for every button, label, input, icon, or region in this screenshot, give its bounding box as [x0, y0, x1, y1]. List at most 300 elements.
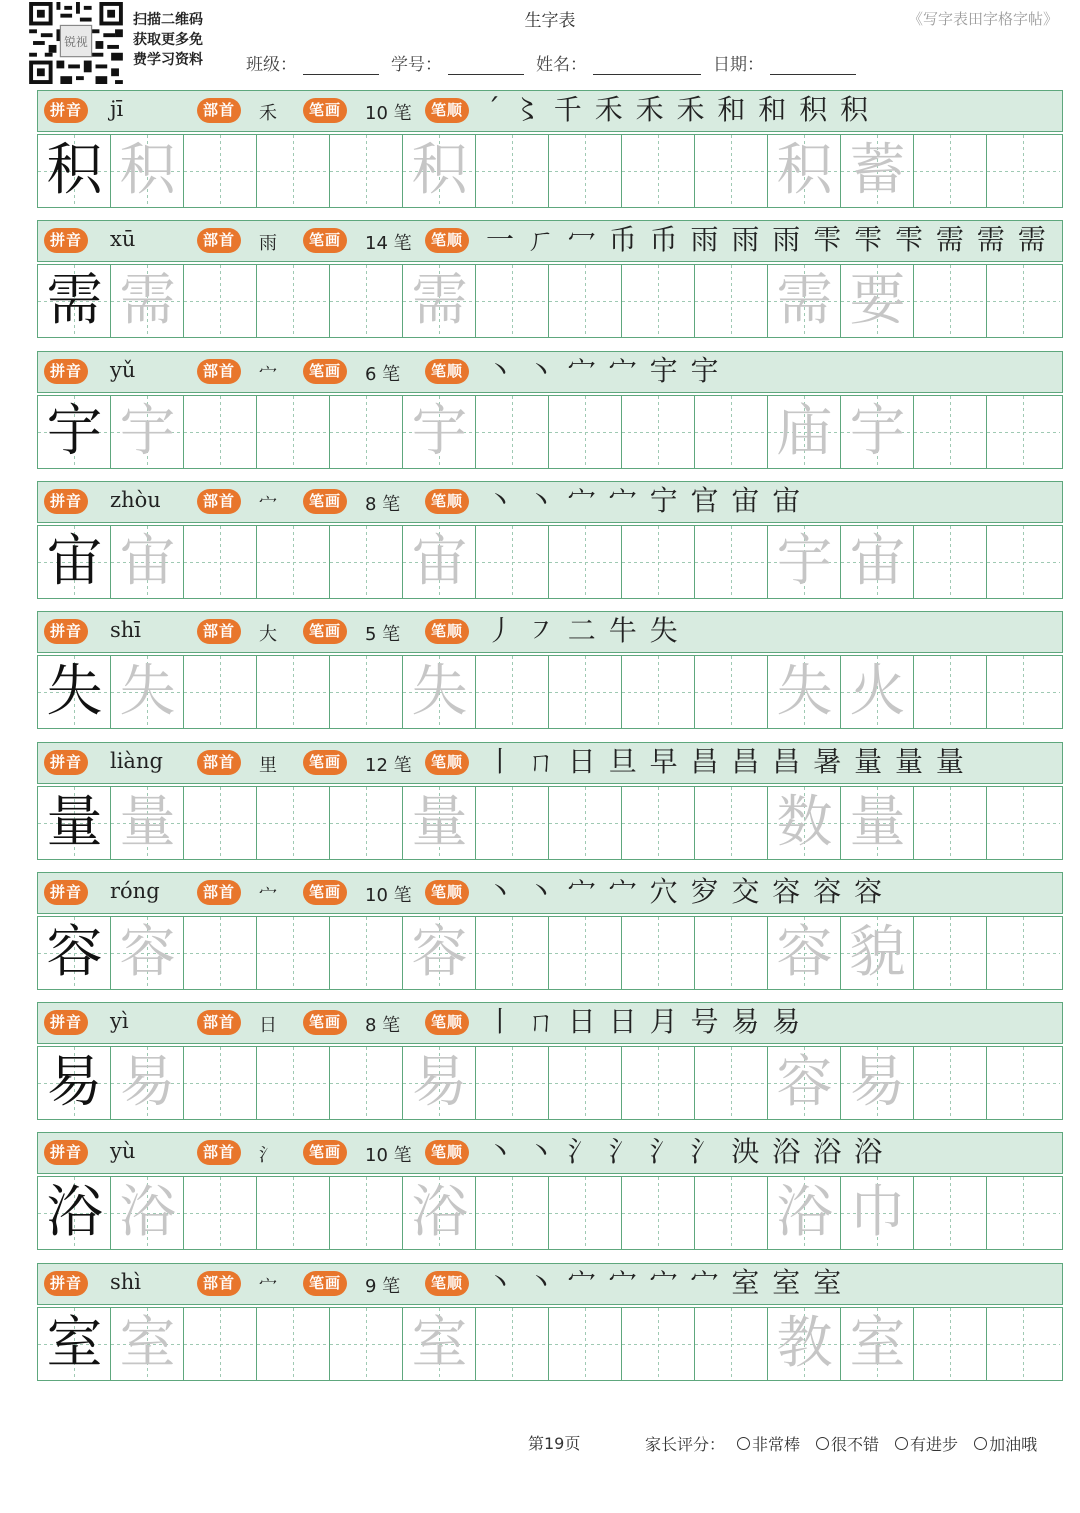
tian-grid-cell[interactable]: [403, 526, 476, 598]
model-character: 易: [46, 1050, 103, 1115]
radical-tag: 部首: [197, 228, 241, 253]
trace-character: 易: [411, 1050, 468, 1115]
tian-grid-cell[interactable]: [987, 1177, 1060, 1249]
word-character: 宇: [849, 399, 906, 464]
parent-rating: [645, 1432, 1037, 1455]
tian-grid-cell[interactable]: [549, 787, 622, 859]
pinyin-tag: 拼音: [44, 619, 88, 644]
stroke-order-text: 丿 ㇇ 二 牛 失: [486, 614, 680, 647]
tian-grid-cell[interactable]: [768, 656, 841, 728]
word-character: 要: [849, 268, 906, 333]
tian-grid-cell[interactable]: [111, 526, 184, 598]
tian-grid-cell[interactable]: [111, 265, 184, 337]
tian-grid-cell[interactable]: [38, 1177, 111, 1249]
pinyin-text: zhòu: [110, 488, 161, 512]
tian-grid-cell[interactable]: [768, 135, 841, 207]
tian-grid-cell[interactable]: [914, 787, 987, 859]
trace-character: 积: [119, 138, 176, 203]
model-character: 宇: [46, 399, 103, 464]
date-blank[interactable]: [770, 56, 856, 75]
tian-grid-cell[interactable]: [184, 396, 257, 468]
tian-grid-cell[interactable]: [914, 917, 987, 989]
stroke-order-tag: 笔顺: [425, 750, 469, 775]
class-field[interactable]: [246, 50, 379, 75]
brand-title: 《写字表田字格字帖》: [907, 10, 1058, 28]
tian-grid-cell[interactable]: [914, 1047, 987, 1119]
tian-grid-cell[interactable]: [476, 917, 549, 989]
stroke-count-tag: 笔画: [303, 228, 347, 253]
tian-grid-cell[interactable]: [622, 265, 695, 337]
writing-grid: [37, 786, 1063, 860]
tian-grid-cell[interactable]: [841, 917, 914, 989]
tian-grid-cell[interactable]: [403, 265, 476, 337]
tian-grid-cell[interactable]: [403, 396, 476, 468]
word-character: 失: [776, 659, 833, 724]
tian-grid-cell[interactable]: [987, 135, 1060, 207]
radical-text: 宀: [259, 885, 277, 906]
character-info-bar: [37, 1132, 1063, 1174]
tian-grid-cell[interactable]: [257, 917, 330, 989]
pinyin-text: yì: [110, 1009, 129, 1033]
pinyin-text: liàng: [110, 749, 163, 773]
character-section: [37, 481, 1063, 601]
pinyin-tag: 拼音: [44, 228, 88, 253]
tian-grid-cell[interactable]: [695, 1177, 768, 1249]
radio-circle-icon[interactable]: [816, 1437, 829, 1450]
word-character: 室: [849, 1311, 906, 1376]
tian-grid-cell[interactable]: [914, 265, 987, 337]
stroke-count-text: 5 笔: [365, 624, 401, 645]
tian-grid-cell[interactable]: [841, 526, 914, 598]
radical-text: 雨: [259, 233, 277, 254]
word-character: 教: [776, 1311, 833, 1376]
word-character: 积: [776, 138, 833, 203]
trace-character: 浴: [411, 1180, 468, 1245]
writing-grid: [37, 916, 1063, 990]
writing-grid: [37, 264, 1063, 338]
tian-grid-cell[interactable]: [330, 265, 403, 337]
word-character: 貌: [849, 920, 906, 985]
student-number-field[interactable]: [391, 50, 524, 75]
stroke-order-tag: 笔顺: [425, 98, 469, 123]
tian-grid-cell[interactable]: [38, 1308, 111, 1380]
tian-grid-cell[interactable]: [38, 135, 111, 207]
word-character: 宙: [849, 529, 906, 594]
tian-grid-cell[interactable]: [841, 787, 914, 859]
page-title: 生字表: [524, 11, 576, 31]
tian-grid-cell[interactable]: [549, 396, 622, 468]
pinyin-tag: 拼音: [44, 1271, 88, 1296]
radical-tag: 部首: [197, 619, 241, 644]
tian-grid-cell[interactable]: [549, 656, 622, 728]
trace-character: 宙: [119, 529, 176, 594]
tian-grid-cell[interactable]: [330, 396, 403, 468]
tian-grid-cell[interactable]: [768, 1308, 841, 1380]
tian-grid-cell[interactable]: [622, 917, 695, 989]
qr-caption-line: 扫描二维码: [133, 12, 203, 28]
tian-grid-cell[interactable]: [257, 656, 330, 728]
radical-text: 氵: [259, 1145, 277, 1166]
tian-grid-cell[interactable]: [914, 135, 987, 207]
tian-grid-cell[interactable]: [622, 1308, 695, 1380]
tian-grid-cell[interactable]: [257, 787, 330, 859]
tian-grid-cell[interactable]: [549, 917, 622, 989]
tian-grid-cell[interactable]: [987, 1308, 1060, 1380]
trace-character: 容: [411, 920, 468, 985]
pinyin-tag: 拼音: [44, 98, 88, 123]
character-info-bar: [37, 220, 1063, 262]
tian-grid-cell[interactable]: [38, 526, 111, 598]
tian-grid-cell[interactable]: [184, 917, 257, 989]
radical-tag: 部首: [197, 359, 241, 384]
tian-grid-cell[interactable]: [330, 1308, 403, 1380]
trace-character: 易: [119, 1050, 176, 1115]
radio-circle-icon[interactable]: [895, 1437, 908, 1450]
tian-grid-cell[interactable]: [987, 396, 1060, 468]
tian-grid-cell[interactable]: [695, 1308, 768, 1380]
tian-grid-cell[interactable]: [257, 1308, 330, 1380]
stroke-order-tag: 笔顺: [425, 359, 469, 384]
stroke-order-tag: 笔顺: [425, 1140, 469, 1165]
radical-tag: 部首: [197, 1140, 241, 1165]
writing-grid: [37, 1176, 1063, 1250]
radical-text: 大: [259, 624, 277, 645]
tian-grid-cell[interactable]: [257, 135, 330, 207]
pinyin-tag: 拼音: [44, 750, 88, 775]
radical-tag: 部首: [197, 489, 241, 514]
tian-grid-cell[interactable]: [184, 265, 257, 337]
model-character: 容: [46, 920, 103, 985]
tian-grid-cell[interactable]: [184, 135, 257, 207]
tian-grid-cell[interactable]: [330, 1047, 403, 1119]
stroke-count-tag: 笔画: [303, 1010, 347, 1035]
tian-grid-cell[interactable]: [841, 1047, 914, 1119]
stroke-count-text: 8 笔: [365, 494, 401, 515]
tian-grid-cell[interactable]: [38, 396, 111, 468]
rating-option-improving[interactable]: [895, 1432, 958, 1455]
tian-grid-cell[interactable]: [403, 787, 476, 859]
tian-grid-cell[interactable]: [476, 787, 549, 859]
tian-grid-cell[interactable]: [914, 526, 987, 598]
rating-option-very-good[interactable]: [816, 1432, 879, 1455]
date-field[interactable]: [713, 50, 856, 75]
class-blank[interactable]: [303, 56, 379, 75]
class-label: 班级：: [246, 55, 297, 75]
tian-grid-cell[interactable]: [476, 265, 549, 337]
tian-grid-cell[interactable]: [257, 526, 330, 598]
tian-grid-cell[interactable]: [111, 656, 184, 728]
word-character: 需: [776, 268, 833, 333]
tian-grid-cell[interactable]: [768, 396, 841, 468]
word-character: 量: [849, 790, 906, 855]
writing-grid: [37, 655, 1063, 729]
model-character: 量: [46, 790, 103, 855]
character-info-bar: [37, 90, 1063, 132]
tian-grid-cell[interactable]: [330, 135, 403, 207]
rating-option-keep-going[interactable]: [974, 1432, 1037, 1455]
word-character: 容: [776, 920, 833, 985]
tian-grid-cell[interactable]: [476, 1047, 549, 1119]
stroke-count-tag: 笔画: [303, 98, 347, 123]
trace-character: 室: [119, 1311, 176, 1376]
tian-grid-cell[interactable]: [987, 265, 1060, 337]
stroke-order-tag: 笔顺: [425, 1271, 469, 1296]
radio-circle-icon[interactable]: [974, 1437, 987, 1450]
trace-character: 室: [411, 1311, 468, 1376]
trace-character: 宇: [119, 399, 176, 464]
trace-character: 积: [411, 138, 468, 203]
stroke-count-tag: 笔画: [303, 750, 347, 775]
stroke-order-text: 丨 ㄇ 日 旦 早 昌 昌 昌 暑 量 量 量: [486, 745, 966, 778]
trace-character: 浴: [119, 1180, 176, 1245]
trace-character: 容: [119, 920, 176, 985]
stroke-count-tag: 笔画: [303, 489, 347, 514]
stroke-order-tag: 笔顺: [425, 880, 469, 905]
pinyin-tag: 拼音: [44, 1010, 88, 1035]
tian-grid-cell[interactable]: [768, 1047, 841, 1119]
tian-grid-cell[interactable]: [987, 656, 1060, 728]
tian-grid-cell[interactable]: [403, 917, 476, 989]
trace-character: 失: [119, 659, 176, 724]
tian-grid-cell[interactable]: [111, 1177, 184, 1249]
stroke-count-text: 12 笔: [365, 755, 412, 776]
tian-grid-cell[interactable]: [330, 656, 403, 728]
tian-grid-cell[interactable]: [111, 1308, 184, 1380]
tian-grid-cell[interactable]: [476, 1308, 549, 1380]
tian-grid-cell[interactable]: [695, 396, 768, 468]
tian-grid-cell[interactable]: [549, 526, 622, 598]
model-character: 失: [46, 659, 103, 724]
character-section: [37, 90, 1063, 210]
tian-grid-cell[interactable]: [184, 656, 257, 728]
tian-grid-cell[interactable]: [695, 917, 768, 989]
tian-grid-cell[interactable]: [38, 917, 111, 989]
trace-character: 失: [411, 659, 468, 724]
stroke-count-tag: 笔画: [303, 359, 347, 384]
pinyin-text: xū: [110, 227, 136, 251]
page-number: 第19页: [528, 1434, 581, 1453]
tian-grid-cell[interactable]: [38, 787, 111, 859]
tian-grid-cell[interactable]: [476, 135, 549, 207]
stroke-order-tag: 笔顺: [425, 489, 469, 514]
pinyin-text: róng: [110, 879, 160, 903]
name-field[interactable]: [536, 50, 701, 75]
character-info-bar: [37, 1002, 1063, 1044]
pinyin-text: yù: [110, 1139, 136, 1163]
stroke-count-text: 14 笔: [365, 233, 412, 254]
trace-character: 量: [119, 790, 176, 855]
tian-grid-cell[interactable]: [257, 1177, 330, 1249]
tian-grid-cell[interactable]: [403, 1047, 476, 1119]
word-character: 易: [849, 1050, 906, 1115]
tian-grid-cell[interactable]: [549, 265, 622, 337]
character-section: [37, 1002, 1063, 1122]
tian-grid-cell[interactable]: [111, 135, 184, 207]
tian-grid-cell[interactable]: [914, 656, 987, 728]
radical-text: 日: [259, 1015, 277, 1036]
tian-grid-cell[interactable]: [622, 656, 695, 728]
stroke-count-text: 8 笔: [365, 1015, 401, 1036]
tian-grid-cell[interactable]: [549, 1047, 622, 1119]
tian-grid-cell[interactable]: [622, 1177, 695, 1249]
tian-grid-cell[interactable]: [257, 396, 330, 468]
tian-grid-cell[interactable]: [476, 656, 549, 728]
qr-caption-line: 获取更多免: [133, 32, 203, 48]
radical-text: 禾: [259, 103, 277, 124]
tian-grid-cell[interactable]: [403, 656, 476, 728]
tian-grid-cell[interactable]: [914, 1308, 987, 1380]
trace-character: 宙: [411, 529, 468, 594]
tian-grid-cell[interactable]: [330, 1177, 403, 1249]
tian-grid-cell[interactable]: [184, 1308, 257, 1380]
tian-grid-cell[interactable]: [768, 1177, 841, 1249]
tian-grid-cell[interactable]: [695, 1047, 768, 1119]
tian-grid-cell[interactable]: [184, 787, 257, 859]
tian-grid-cell[interactable]: [403, 1177, 476, 1249]
tian-grid-cell[interactable]: [987, 917, 1060, 989]
stroke-count-text: 10 笔: [365, 103, 412, 124]
character-info-bar: [37, 742, 1063, 784]
tian-grid-cell[interactable]: [111, 1047, 184, 1119]
name-label: 姓名：: [536, 55, 587, 75]
rating-option-label: 有进步: [910, 1435, 959, 1454]
character-section: [37, 220, 1063, 340]
rating-label: 家长评分：: [645, 1435, 726, 1454]
stroke-count-text: 9 笔: [365, 1276, 401, 1297]
tian-grid-cell[interactable]: [695, 656, 768, 728]
character-info-bar: [37, 351, 1063, 393]
qr-caption-line: 费学习资料: [133, 52, 203, 68]
tian-grid-cell[interactable]: [330, 787, 403, 859]
tian-grid-cell[interactable]: [841, 1308, 914, 1380]
radical-tag: 部首: [197, 880, 241, 905]
tian-grid-cell[interactable]: [695, 787, 768, 859]
writing-grid: [37, 395, 1063, 469]
tian-grid-cell[interactable]: [38, 1047, 111, 1119]
stroke-count-text: 10 笔: [365, 1145, 412, 1166]
radical-tag: 部首: [197, 1271, 241, 1296]
tian-grid-cell[interactable]: [257, 265, 330, 337]
tian-grid-cell[interactable]: [914, 1177, 987, 1249]
writing-grid: [37, 1307, 1063, 1381]
trace-character: 宇: [411, 399, 468, 464]
tian-grid-cell[interactable]: [841, 135, 914, 207]
rating-option-label: 很不错: [831, 1435, 880, 1454]
stroke-order-tag: 笔顺: [425, 619, 469, 644]
pinyin-text: jī: [110, 97, 124, 121]
tian-grid-cell[interactable]: [841, 396, 914, 468]
tian-grid-cell[interactable]: [841, 265, 914, 337]
tian-grid-cell[interactable]: [622, 787, 695, 859]
model-character: 宙: [46, 529, 103, 594]
tian-grid-cell[interactable]: [549, 135, 622, 207]
tian-grid-cell[interactable]: [768, 917, 841, 989]
svg-text:锐视: 锐视: [64, 35, 88, 50]
tian-grid-cell[interactable]: [38, 265, 111, 337]
tian-grid-cell[interactable]: [111, 917, 184, 989]
tian-grid-cell[interactable]: [403, 135, 476, 207]
character-info-bar: [37, 1263, 1063, 1305]
tian-grid-cell[interactable]: [841, 1177, 914, 1249]
radical-tag: 部首: [197, 98, 241, 123]
radical-text: 宀: [259, 1276, 277, 1297]
radical-tag: 部首: [197, 1010, 241, 1035]
stroke-order-text: 丶 丶 宀 宀 宀 宀 室 室 室: [486, 1266, 844, 1299]
tian-grid-cell[interactable]: [257, 1047, 330, 1119]
word-character: 数: [776, 790, 833, 855]
tian-grid-cell[interactable]: [111, 787, 184, 859]
pinyin-text: shì: [110, 1270, 142, 1294]
word-character: 庙: [776, 399, 833, 464]
character-info-bar: [37, 611, 1063, 653]
stroke-order-text: 丶 丶 宀 宀 宇 宇: [486, 354, 721, 387]
tian-grid-cell[interactable]: [914, 396, 987, 468]
tian-grid-cell[interactable]: [987, 1047, 1060, 1119]
name-blank[interactable]: [593, 56, 701, 75]
stroke-order-tag: 笔顺: [425, 1010, 469, 1035]
tian-grid-cell[interactable]: [184, 1047, 257, 1119]
stroke-count-tag: 笔画: [303, 1140, 347, 1165]
tian-grid-cell[interactable]: [476, 396, 549, 468]
stroke-order-text: 丨 ㄇ 日 日 月 号 易 易: [486, 1005, 803, 1038]
tian-grid-cell[interactable]: [330, 526, 403, 598]
trace-character: 需: [119, 268, 176, 333]
tian-grid-cell[interactable]: [476, 1177, 549, 1249]
model-character: 浴: [46, 1180, 103, 1245]
tian-grid-cell[interactable]: [403, 1308, 476, 1380]
tian-grid-cell[interactable]: [768, 265, 841, 337]
student-number-blank[interactable]: [448, 56, 524, 75]
tian-grid-cell[interactable]: [549, 1308, 622, 1380]
tian-grid-cell[interactable]: [622, 396, 695, 468]
writing-grid: [37, 134, 1063, 208]
stroke-order-tag: 笔顺: [425, 228, 469, 253]
tian-grid-cell[interactable]: [184, 1177, 257, 1249]
tian-grid-cell[interactable]: [695, 135, 768, 207]
tian-grid-cell[interactable]: [476, 526, 549, 598]
rating-option-label: 非常棒: [752, 1435, 801, 1454]
writing-grid: [37, 1046, 1063, 1120]
character-info-bar: [37, 872, 1063, 914]
tian-grid-cell[interactable]: [622, 526, 695, 598]
tian-grid-cell[interactable]: [184, 526, 257, 598]
tian-grid-cell[interactable]: [987, 526, 1060, 598]
tian-grid-cell[interactable]: [841, 656, 914, 728]
student-info-row: [246, 50, 868, 75]
stroke-order-text: 丶 丶 宀 宀 宁 官 宙 宙: [486, 484, 803, 517]
stroke-order-text: 丶 丶 宀 宀 穴 穸 交 容 容 容: [486, 875, 885, 908]
pinyin-text: shī: [110, 618, 142, 642]
tian-grid-cell[interactable]: [695, 265, 768, 337]
tian-grid-cell[interactable]: [987, 787, 1060, 859]
radio-circle-icon[interactable]: [737, 1437, 750, 1450]
word-character: 宇: [776, 529, 833, 594]
tian-grid-cell[interactable]: [111, 396, 184, 468]
tian-grid-cell[interactable]: [768, 787, 841, 859]
pinyin-tag: 拼音: [44, 880, 88, 905]
tian-grid-cell[interactable]: [330, 917, 403, 989]
tian-grid-cell[interactable]: [768, 526, 841, 598]
tian-grid-cell[interactable]: [622, 1047, 695, 1119]
rating-option-excellent[interactable]: [737, 1432, 800, 1455]
character-section: [37, 872, 1063, 992]
pinyin-tag: 拼音: [44, 359, 88, 384]
tian-grid-cell[interactable]: [549, 1177, 622, 1249]
tian-grid-cell[interactable]: [695, 526, 768, 598]
tian-grid-cell[interactable]: [622, 135, 695, 207]
character-section: [37, 1263, 1063, 1383]
tian-grid-cell[interactable]: [38, 656, 111, 728]
